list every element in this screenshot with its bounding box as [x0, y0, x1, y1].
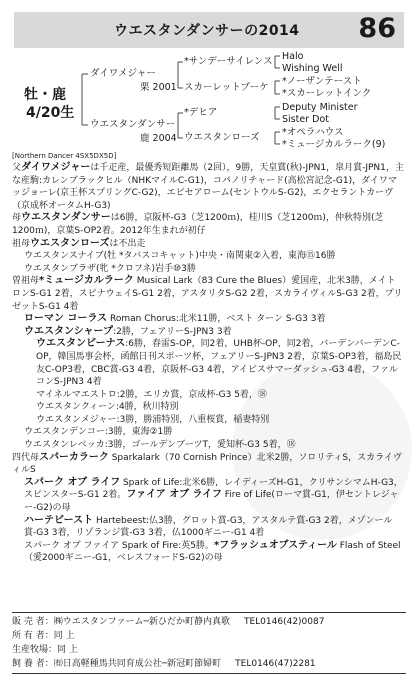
record-text: ウエスタンデンコー:3勝，東海②1勝 [24, 427, 173, 438]
keeper-tel: TEL0146(47)2281 [235, 659, 316, 669]
gen3-8: *ミュージカルラーク(9) [282, 139, 386, 150]
pedigree-chart [0, 50, 416, 150]
breeder-value: 同 上 [57, 645, 78, 655]
gen3-3: *ノーザンテースト [282, 76, 362, 87]
owner-row [12, 629, 406, 643]
record-paragraph [12, 238, 404, 251]
record-paragraph [12, 540, 404, 565]
record-paragraph [12, 212, 404, 237]
record-paragraph [12, 477, 404, 515]
horse-name: ウエスタンビーナス [36, 338, 126, 350]
keeper-row [12, 657, 406, 671]
keeper-label: 飼 養 者： [12, 659, 54, 669]
record-paragraph [12, 389, 404, 402]
record-paragraph [12, 426, 404, 439]
consignor-info [12, 612, 406, 674]
record-paragraph [12, 162, 404, 212]
gen3-4: *スカーレットインク [282, 88, 372, 99]
record-text: 母 [12, 213, 22, 224]
record-text: ウエスタンメジャー:3勝，勝浦特別，八重桜賞，稲妻特別 [36, 414, 270, 425]
sire-name: ダイワメジャー [90, 68, 156, 79]
breeder-row [12, 643, 406, 657]
record-paragraph [12, 275, 404, 313]
record-text: Musical Lark（83 Cure the Blues）愛国産，北米3勝，メイトロンS-G1 2着，スピナウェイS-G1 2着，アスタリタS-G2 2着，スカライヴィルS-G3 2着，プリゼットS-G1 4着 [12, 276, 403, 312]
gen3-5: Deputy Minister [282, 102, 358, 113]
record-paragraph [12, 250, 404, 263]
horse-name: ウエスタンダンサー [21, 212, 111, 224]
gen3-1: Halo [282, 51, 304, 62]
record-text: ウエスタンブラザ(牝 *クロフネ)岩手⑩3勝 [24, 263, 196, 274]
record-text: ウエスタンクィーン:4勝，秋川特別 [36, 402, 179, 413]
horse-name: *フラッシュオブスティール [213, 539, 337, 551]
sire-info: 栗 2001 [140, 82, 177, 93]
horse-title: ウエスタンダンサーの2014 [114, 23, 300, 39]
birth-date: 4/20生 [26, 105, 75, 121]
breeder-label: 生産牧場： [12, 645, 58, 655]
dam-name: ウエスタンダンサー [90, 119, 176, 130]
family-record [12, 162, 404, 565]
horse-name: ウエスタンローズ [30, 237, 110, 249]
record-paragraph [12, 452, 404, 477]
record-paragraph [12, 439, 404, 452]
record-text: :6勝，春雷S-OP，同2着，UHB杯-OP，同2着，バーデンバーデンC-OP，韓国馬事会杯，函館日刊スポーツ杯，フェアリーS-JPN3 2着，京葉S-OP3着，福島民友C-OP3着，CBC賞-G3 4着，京阪杯-G3 4着，アイビスサマーダッシュ-G3 4着，ファルコンS-JPN3 4着 [36, 339, 402, 388]
record-paragraph [12, 313, 404, 326]
record-text: ウエスタンスナイブ(牡 *タバスコキャット)中央・南関東②入着，東海⑮16勝 [24, 251, 336, 262]
record-text: ウエスタンレベッカ:3勝，ゴールデンブーツT，愛知杯-G3 5着，⑱ [24, 440, 296, 451]
sire-dam: スカーレットブーケ [184, 82, 269, 93]
record-text: Sparkalark（70 Cornish Prince）北米2勝，ソロリティS，スカライヴィルS [12, 452, 402, 476]
keeper-value: ㈲日高軽種馬共同育成公社─新冠町節婦町 [53, 659, 222, 669]
record-paragraph [12, 263, 404, 276]
record-text: 四代母 [12, 452, 40, 463]
seller-tel: TEL0146(42)0087 [243, 617, 325, 627]
record-text: Spark of Life:北米6勝，レイディーズH-G1，クリサンシマムH-G3，スピンスターS-G1 2着。 [24, 477, 403, 501]
horse-name: ファイア オブ ライフ [126, 489, 222, 501]
record-text: 曽祖母 [12, 276, 40, 287]
horse-name: ウエスタンシャープ [24, 325, 114, 337]
seller-row [12, 615, 406, 629]
record-text: スパーク オブ ファイア Spark of Fire:英5勝。 [24, 540, 214, 551]
dam-info: 鹿 2004 [140, 133, 177, 144]
record-text: Hartebeest:仏3勝，グロット賞-G3，アスタルテ賞-G3 2着，メゾンール賞-G3 3着，リゾランジ賞-G3 3着，仏1000ギニー-G1 4着 [24, 515, 393, 539]
horse-name: スパーク オブ ライフ [24, 476, 121, 488]
gen3-2: Wishing Well [282, 63, 343, 74]
gen3-7: *オペラハウス [282, 127, 344, 138]
record-text: マイネルマエストロ:2勝，エリカ賞，京成杯-G3 5着，⑱ [36, 389, 267, 400]
record-text: は千疋産，最優秀短距離馬（2回），9勝，天皇賞(秋)-JPN1，皐月賞-JPN1，主な産駒:カレンブラックヒル（NHKマイルC-G1)，コパノリチャード(高松宮記念-G1)，ダイワマッジョーレ(京王杯スプリングC-G2)，エピセアローム(セントウルS-G2)，エクセラントカーヴ（京成杯オータムH-G3) [12, 163, 404, 211]
horse-name: スパーカラーク [39, 451, 109, 463]
record-paragraph [12, 401, 404, 414]
record-paragraph [12, 338, 404, 388]
seller-label: 販 売 者： [12, 617, 54, 627]
seller-value: ㈱ウエスタンファーム─新ひだか町静内真歌 [53, 617, 230, 627]
horse-name: *ミュージカルラーク [39, 275, 134, 287]
page-header [14, 12, 404, 48]
horse-name: ハーテビースト [24, 514, 94, 526]
lot-number: 86 [358, 13, 396, 44]
record-text: :2勝，フェアリーS-JPN3 3着 [113, 326, 232, 337]
sire-sire: *サンデーサイレンス [184, 56, 273, 67]
dam-dam: ウエスタンローズ [184, 132, 260, 143]
record-text: は不出走 [109, 238, 146, 249]
record-text: 父 [12, 163, 22, 173]
record-text: は6勝，京阪杯-G3（芝1200ｍ)，桂川S（芝1200ｍ)，仲秋特別(芝1200ｍ)，京葉S-OP2着。2012年生まれが初仔 [12, 213, 384, 236]
inbreeding-cross: [Northern Dancer 4SX5DX5D] [12, 152, 117, 160]
dam-sire: *デヒア [184, 107, 218, 118]
sex-color: 牡・鹿 [24, 87, 66, 103]
record-paragraph [12, 326, 404, 339]
horse-name: ダイワメジャー [21, 162, 91, 173]
record-text: 祖母 [12, 238, 31, 249]
horse-name: ローマン コーラス [24, 313, 108, 325]
record-text: Flash of Steel（愛2000ギニー-G1，ベレスフォードS-G2)の母 [24, 540, 401, 564]
record-text: Roman Chorus:北米11勝，ベスト ターン S-G3 3着 [107, 314, 326, 325]
record-paragraph [12, 414, 404, 427]
owner-label: 所 有 者： [12, 631, 54, 641]
owner-value: 同 上 [53, 631, 75, 641]
gen3-6: Sister Dot [282, 114, 329, 125]
record-paragraph [12, 515, 404, 540]
record-text: Fire of Life(ローマ賞-G1，伊セントレジャー-G2)の母 [24, 490, 399, 514]
